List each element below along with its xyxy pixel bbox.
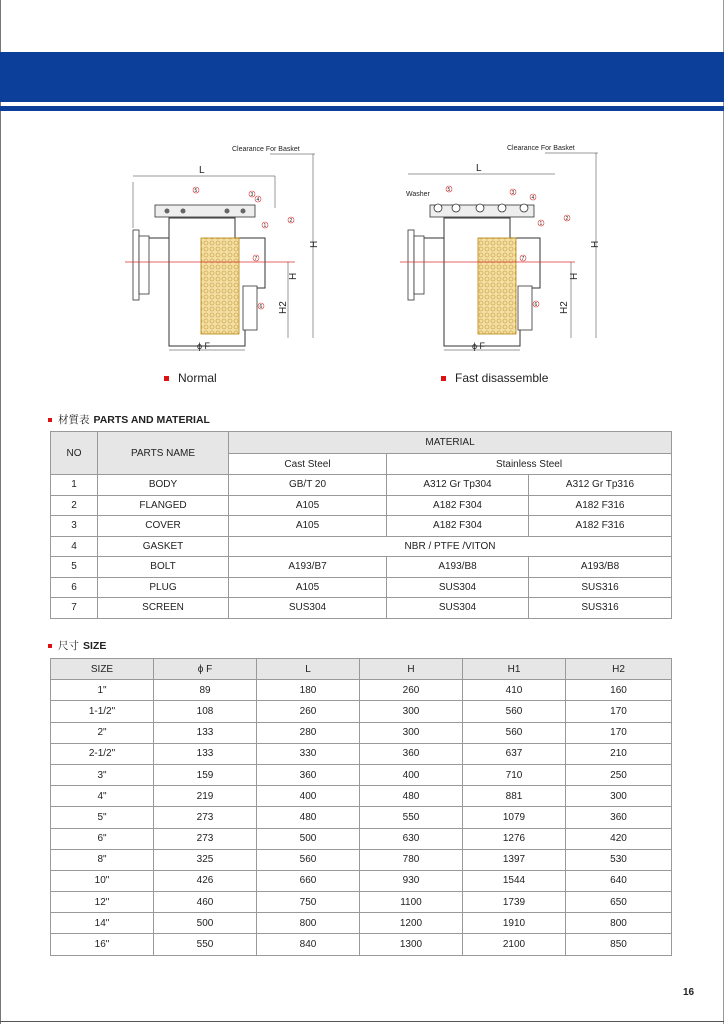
cell-h1: 1544 <box>463 870 566 891</box>
cell-h1: 560 <box>463 722 566 743</box>
cell-size: 8" <box>51 849 154 870</box>
cell-cast: SUS304 <box>229 598 387 619</box>
balloon-6: 6 <box>259 304 263 310</box>
balloon-3: 3 <box>511 190 515 196</box>
balloon-3: 3 <box>250 192 254 198</box>
header-no: NO <box>51 432 98 475</box>
cell-size: 6" <box>51 828 154 849</box>
washer-label: Washer <box>406 191 430 198</box>
cell-no: 4 <box>51 536 98 557</box>
cell-h1: 1910 <box>463 913 566 934</box>
cell-size: 1-1/2" <box>51 701 154 722</box>
cell-l: 750 <box>257 892 360 913</box>
size-header-row <box>51 659 672 680</box>
balloon-2: 2 <box>565 216 569 222</box>
cell-l: 660 <box>257 870 360 891</box>
table-row <box>51 913 672 934</box>
cell-h2: 800 <box>566 913 672 934</box>
cell-h: 1200 <box>360 913 463 934</box>
balloon-4: 4 <box>256 197 260 203</box>
balloon-1: 1 <box>263 223 267 229</box>
cell-f: 133 <box>154 743 257 764</box>
page-number: 16 <box>683 987 695 998</box>
table-row <box>51 764 672 785</box>
cell-ss316: A182 F316 <box>529 516 672 537</box>
cell-h1: 2100 <box>463 934 566 955</box>
cell-f: 426 <box>154 870 257 891</box>
cell-l: 500 <box>257 828 360 849</box>
cell-no: 2 <box>51 495 98 516</box>
cell-l: 400 <box>257 786 360 807</box>
cell-f: 550 <box>154 934 257 955</box>
balloon-7: 7 <box>254 256 258 262</box>
header-parts-name: PARTS NAME <box>98 432 229 475</box>
cell-h: 1100 <box>360 892 463 913</box>
dim-l-label: L <box>476 163 482 174</box>
table-row <box>51 701 672 722</box>
cell-h2: 360 <box>566 807 672 828</box>
cell-f: 460 <box>154 892 257 913</box>
size-title-en: SIZE <box>83 639 107 652</box>
cell-size: 2-1/2" <box>51 743 154 764</box>
header-h1: H1 <box>463 659 566 680</box>
cell-h2: 170 <box>566 701 672 722</box>
table-row <box>51 934 672 955</box>
balloon-5: 5 <box>194 188 198 194</box>
cell-ss316: A193/B8 <box>529 557 672 578</box>
cell-ss304: SUS304 <box>387 598 529 619</box>
table-row <box>51 743 672 764</box>
cell-l: 360 <box>257 764 360 785</box>
cell-l: 260 <box>257 701 360 722</box>
cell-cast: A105 <box>229 495 387 516</box>
dim-f-label: ϕ F <box>472 341 486 351</box>
balloon-7: 7 <box>521 256 525 262</box>
dim-l-label: L <box>199 165 205 176</box>
cell-size: 12" <box>51 892 154 913</box>
cell-h1: 1739 <box>463 892 566 913</box>
table-row <box>51 557 672 578</box>
cell-h1: 410 <box>463 680 566 701</box>
dim-h1-label: H <box>288 272 299 280</box>
cell-h: 1300 <box>360 934 463 955</box>
cell-ss304: A182 F304 <box>387 495 529 516</box>
cell-f: 273 <box>154 807 257 828</box>
cell-f: 133 <box>154 722 257 743</box>
cell-name: PLUG <box>98 577 229 598</box>
cell-l: 330 <box>257 743 360 764</box>
cell-h: 300 <box>360 722 463 743</box>
caption-normal <box>164 371 217 385</box>
header-size: SIZE <box>51 659 154 680</box>
parts-section-title <box>48 412 210 427</box>
cell-h2: 300 <box>566 786 672 807</box>
cell-ss304: A182 F304 <box>387 516 529 537</box>
cell-l: 180 <box>257 680 360 701</box>
dim-h-label: H <box>309 240 320 248</box>
cell-no: 6 <box>51 577 98 598</box>
cell-h: 550 <box>360 807 463 828</box>
cell-h2: 650 <box>566 892 672 913</box>
cell-h: 400 <box>360 764 463 785</box>
dim-h2-label: H2 <box>559 301 570 314</box>
cell-h: 930 <box>360 870 463 891</box>
cell-size: 16" <box>51 934 154 955</box>
dim-f-label: ϕ F <box>197 341 211 351</box>
cell-f: 159 <box>154 764 257 785</box>
cell-h2: 420 <box>566 828 672 849</box>
header-banner <box>0 52 724 102</box>
cell-ss316: SUS316 <box>529 577 672 598</box>
caption-normal-text: Normal <box>178 371 217 385</box>
cell-f: 219 <box>154 786 257 807</box>
table-row <box>51 680 672 701</box>
table-row <box>51 577 672 598</box>
cell-cast: GB/T 20 <box>229 475 387 496</box>
header-h: H <box>360 659 463 680</box>
cell-no: 5 <box>51 557 98 578</box>
drawing-normal <box>125 138 335 360</box>
cell-h: 260 <box>360 680 463 701</box>
table-row <box>51 849 672 870</box>
cell-l: 800 <box>257 913 360 934</box>
cell-h1: 560 <box>463 701 566 722</box>
table-row <box>51 475 672 496</box>
cell-no: 7 <box>51 598 98 619</box>
header-material: MATERIAL <box>229 432 672 454</box>
balloon-1: 1 <box>539 221 543 227</box>
bullet-icon <box>48 418 52 422</box>
cell-h1: 710 <box>463 764 566 785</box>
cell-name: COVER <box>98 516 229 537</box>
cell-ss316: A182 F316 <box>529 495 672 516</box>
cell-cast: A105 <box>229 577 387 598</box>
table-row <box>51 892 672 913</box>
table-row <box>51 870 672 891</box>
cell-merged-material: NBR / PTFE /VITON <box>229 536 672 557</box>
header-banner-line <box>0 106 724 111</box>
parts-material-table <box>50 431 672 619</box>
balloon-2: 2 <box>289 218 293 224</box>
cell-h: 630 <box>360 828 463 849</box>
caption-fast-text: Fast disassemble <box>455 371 549 385</box>
bullet-icon <box>48 644 52 648</box>
cell-ss316: A312 Gr Tp316 <box>529 475 672 496</box>
cell-name: GASKET <box>98 536 229 557</box>
cell-h2: 160 <box>566 680 672 701</box>
cell-h2: 170 <box>566 722 672 743</box>
cell-f: 500 <box>154 913 257 934</box>
cell-size: 5" <box>51 807 154 828</box>
cell-h1: 637 <box>463 743 566 764</box>
cell-ss304: SUS304 <box>387 577 529 598</box>
cell-h: 480 <box>360 786 463 807</box>
cell-h2: 530 <box>566 849 672 870</box>
cell-h1: 881 <box>463 786 566 807</box>
cell-f: 273 <box>154 828 257 849</box>
table-row <box>51 828 672 849</box>
cell-cast: A193/B7 <box>229 557 387 578</box>
cell-size: 10" <box>51 870 154 891</box>
cell-h2: 210 <box>566 743 672 764</box>
cell-h1: 1276 <box>463 828 566 849</box>
header-stainless-steel: Stainless Steel <box>387 454 672 475</box>
parts-title-en: PARTS AND MATERIAL <box>93 413 210 426</box>
cell-size: 14" <box>51 913 154 934</box>
cell-h2: 640 <box>566 870 672 891</box>
table-row <box>51 536 672 557</box>
clearance-label: Clearance For Basket <box>232 146 300 153</box>
cell-ss316: SUS316 <box>529 598 672 619</box>
table-row <box>51 598 672 619</box>
clearance-label: Clearance For Basket <box>507 145 575 152</box>
cell-no: 3 <box>51 516 98 537</box>
cell-f: 89 <box>154 680 257 701</box>
cell-name: SCREEN <box>98 598 229 619</box>
drawing-fast-disassemble <box>400 138 610 360</box>
dim-h-label: H <box>590 240 601 248</box>
cell-h1: 1079 <box>463 807 566 828</box>
dim-h2-label: H2 <box>278 301 289 314</box>
table-row <box>51 786 672 807</box>
bullet-icon <box>164 376 169 381</box>
cell-no: 1 <box>51 475 98 496</box>
cell-cast: A105 <box>229 516 387 537</box>
cell-ss304: A193/B8 <box>387 557 529 578</box>
cell-l: 560 <box>257 849 360 870</box>
cell-h1: 1397 <box>463 849 566 870</box>
parts-title-cn: 材質表 <box>58 414 90 426</box>
table-row <box>51 495 672 516</box>
balloon-4: 4 <box>531 195 535 201</box>
size-title-cn: 尺寸 <box>58 640 79 652</box>
bullet-icon <box>441 376 446 381</box>
dim-h1-label: H <box>569 272 580 280</box>
cell-f: 325 <box>154 849 257 870</box>
caption-fast-disassemble <box>441 371 548 385</box>
cell-h2: 850 <box>566 934 672 955</box>
table-row <box>51 807 672 828</box>
table-row <box>51 722 672 743</box>
cell-l: 840 <box>257 934 360 955</box>
cell-size: 2" <box>51 722 154 743</box>
cell-ss304: A312 Gr Tp304 <box>387 475 529 496</box>
cell-l: 280 <box>257 722 360 743</box>
page-left-edge <box>0 0 1 1024</box>
cell-l: 480 <box>257 807 360 828</box>
balloon-5: 5 <box>447 187 451 193</box>
cell-name: BOLT <box>98 557 229 578</box>
cell-name: BODY <box>98 475 229 496</box>
cell-h: 300 <box>360 701 463 722</box>
cell-size: 3" <box>51 764 154 785</box>
table-row <box>51 516 672 537</box>
header-l: L <box>257 659 360 680</box>
size-table <box>50 658 672 956</box>
cell-size: 4" <box>51 786 154 807</box>
page-bottom-line <box>0 1021 724 1022</box>
cell-size: 1" <box>51 680 154 701</box>
cell-name: FLANGED <box>98 495 229 516</box>
header-f: ϕ F <box>154 659 257 680</box>
cell-h2: 250 <box>566 764 672 785</box>
cell-f: 108 <box>154 701 257 722</box>
header-h2: H2 <box>566 659 672 680</box>
size-section-title <box>48 638 106 653</box>
balloon-6: 6 <box>534 302 538 308</box>
header-cast-steel: Cast Steel <box>229 454 387 475</box>
cell-h: 780 <box>360 849 463 870</box>
cell-h: 360 <box>360 743 463 764</box>
